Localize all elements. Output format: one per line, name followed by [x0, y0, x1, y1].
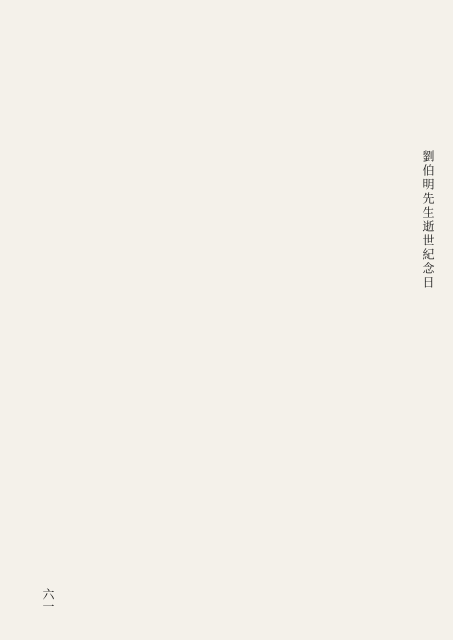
- page-number: 六一: [41, 588, 55, 612]
- running-head: 劉伯明先生逝世紀念日: [421, 150, 435, 290]
- body-text: [70, 28, 397, 600]
